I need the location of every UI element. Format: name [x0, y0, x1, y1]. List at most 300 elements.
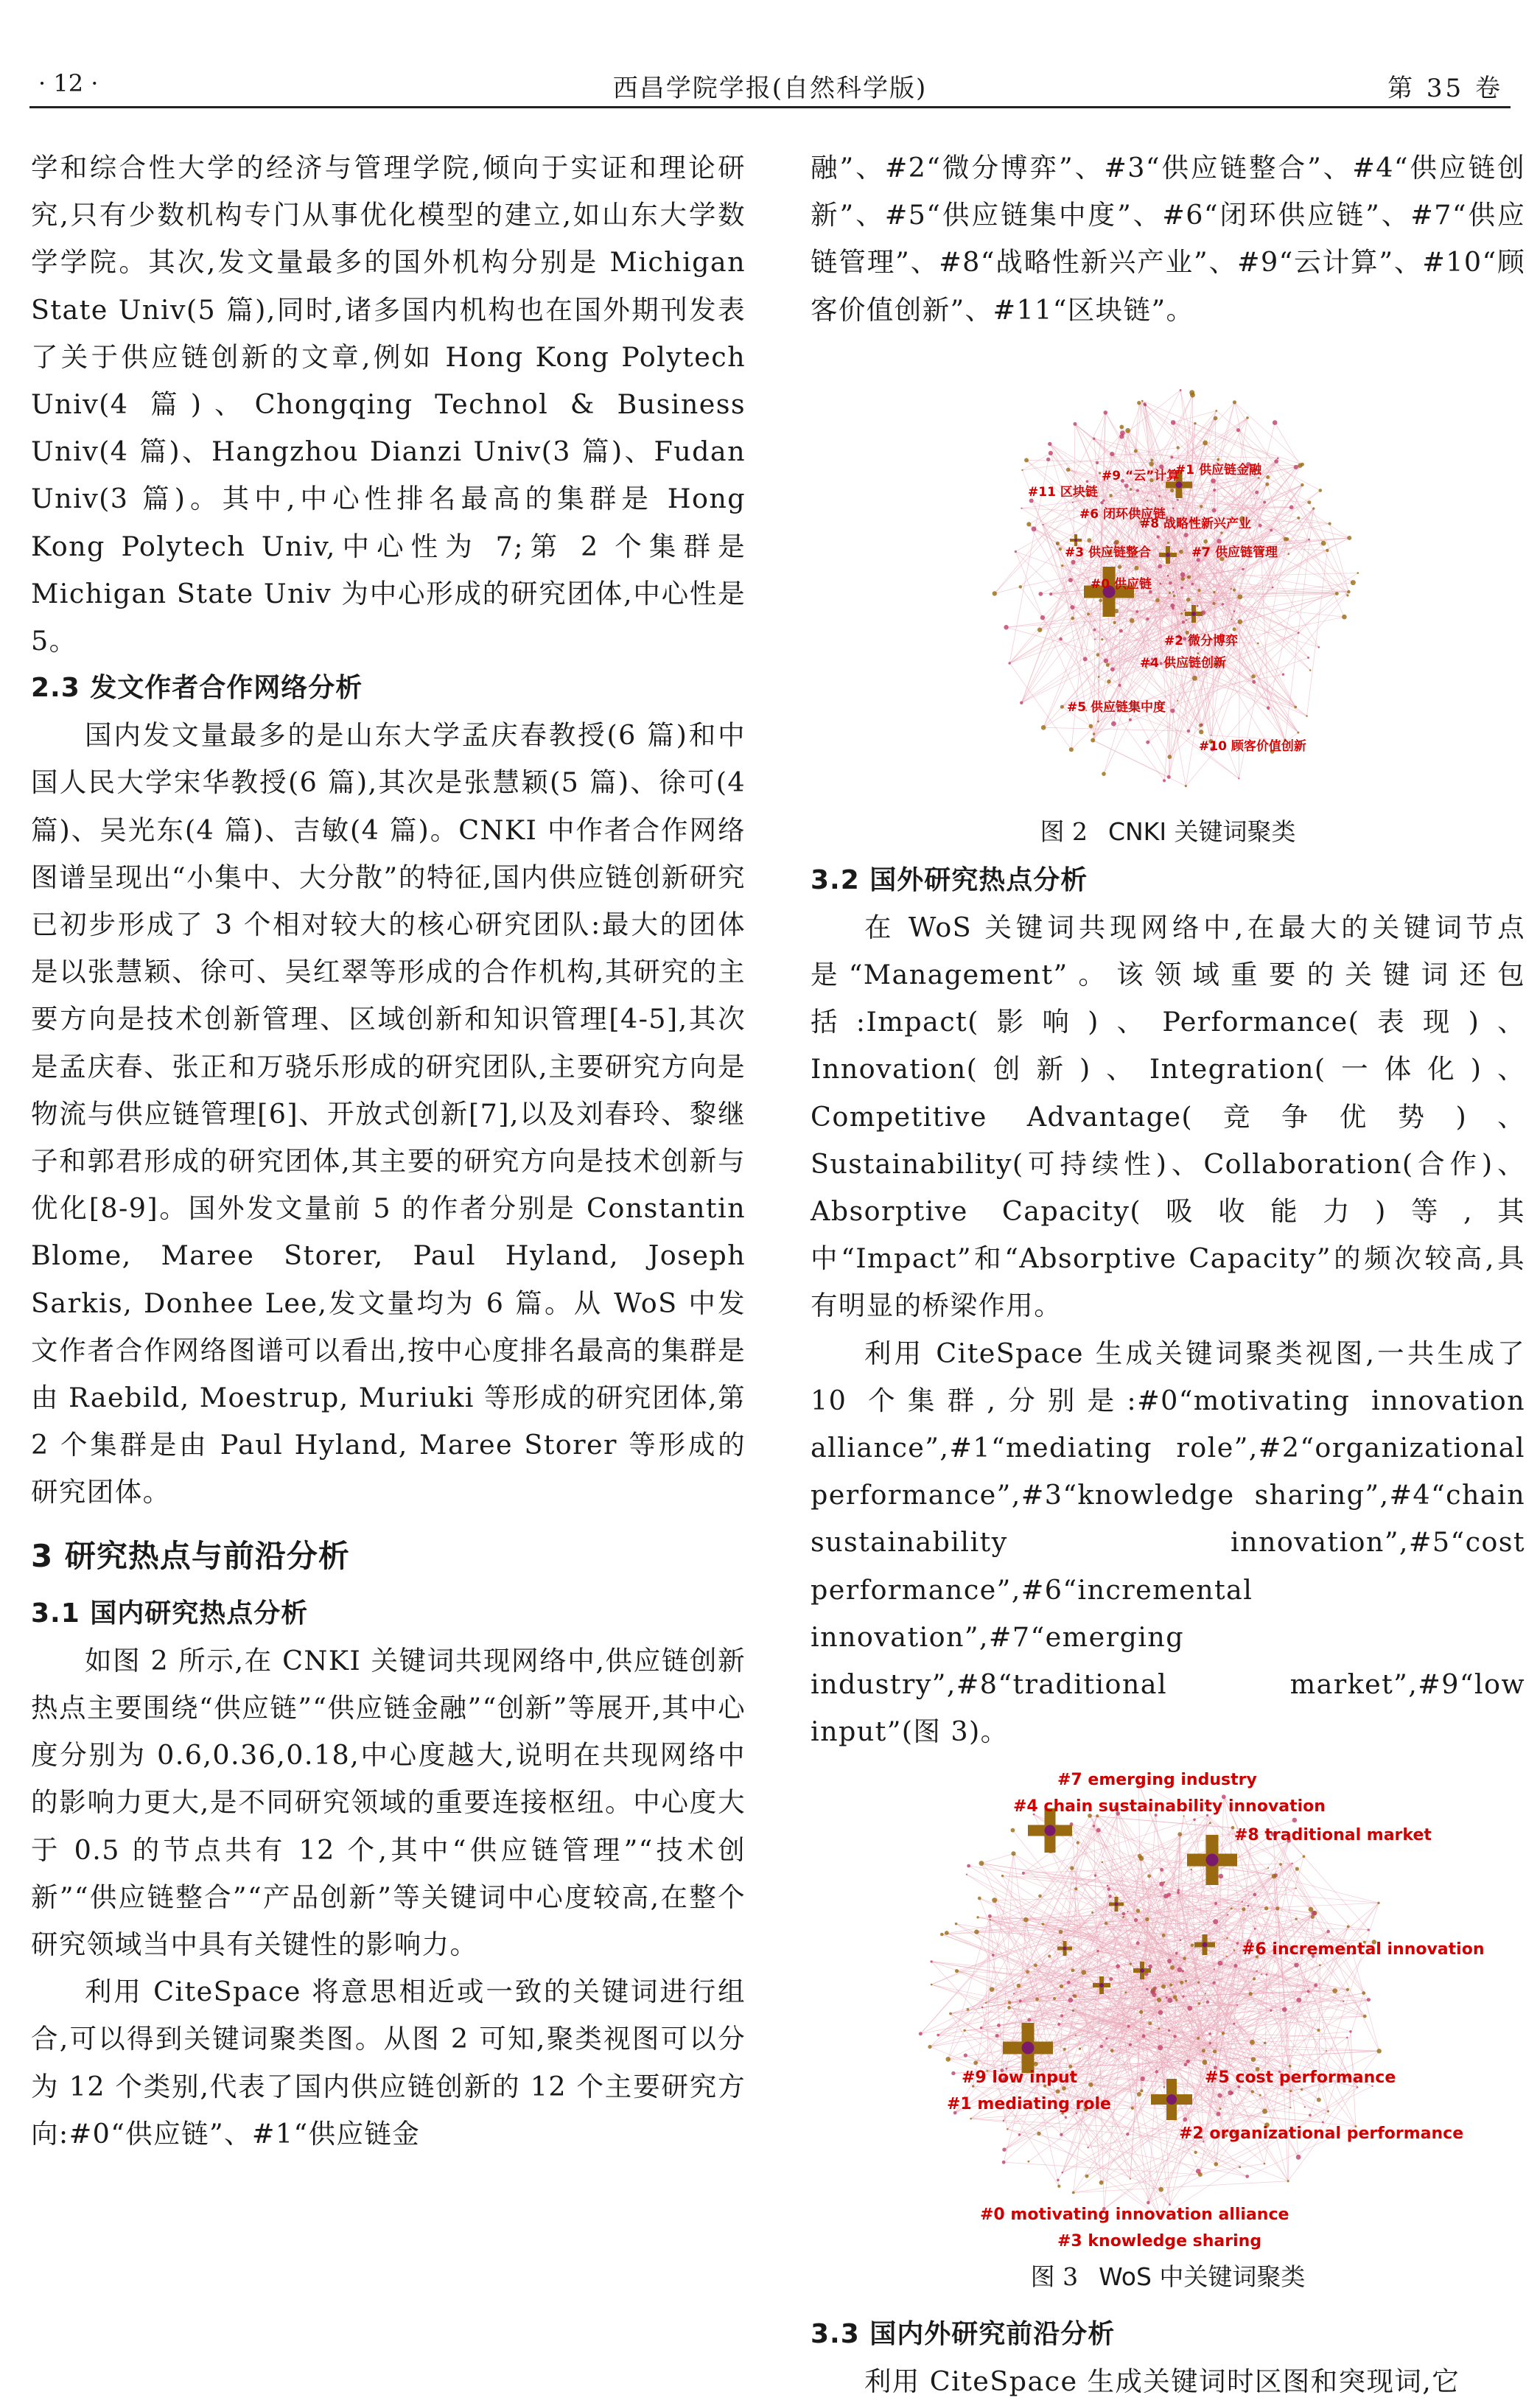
- paragraph: 国内发文量最多的是山东大学孟庆春教授(6 篇)和中国人民大学宋华教授(6 篇),其次是张慧颖(5 篇)、徐可(4 篇)、吴光东(4 篇)、吉敏(4 篇)。CNKI 中作者合作网络图谱呈现出“小集中、大分散”的特征,国内供应链创新研究已初步形成了 3 个相对较大的核心研究团队:最大的团体是以张慧颖、徐可、吴红翠等形成的合作机构,其研究的主要方向是技术创新管理、区域创新和知识管理[4-5],其次是孟庆春、张正和万骁乐形成的研究团队,主要研究方向是物流与供应链管理[6]、开放式创新[7],以及刘春玲、黎继子和郭君形成的研究团体,其主要的研究方向是技术创新与优化[8-9]。国外发文量前 5 的作者分别是 Constantin Blome, Maree Storer, Paul Hyland, Joseph Sarkis, Donhee Lee,发文量均为 6 篇。从 WoS 中发文作者合作网络图谱可以看出,按中心度排名最高的集群是由 Raebild, Moestrup, Muriuki 等形成的研究团体,第 2 个集群是由 Paul Hyland, Maree Storer 等形成的研究团体。: [31, 712, 746, 1516]
- network-node: [1070, 605, 1074, 609]
- network-node: [1264, 2042, 1267, 2045]
- network-node: [1263, 500, 1266, 503]
- network-node: [1265, 1974, 1267, 1976]
- network-node: [1024, 458, 1029, 462]
- journal-title: 西昌学院学报(自然科学版): [29, 68, 1511, 104]
- network-node: [1011, 1852, 1015, 1856]
- network-node: [1087, 612, 1090, 615]
- network-node: [1110, 2049, 1114, 2053]
- network-node: [1057, 2185, 1060, 2188]
- network-node: [1246, 416, 1249, 419]
- network-node: [1122, 1916, 1124, 1918]
- network-node: [1255, 490, 1259, 494]
- network-node: [1042, 1923, 1045, 1926]
- volume-number: 第 35 卷: [1387, 68, 1503, 104]
- network-node: [1146, 741, 1149, 744]
- network-node: [937, 2034, 939, 2037]
- network-node: [1197, 605, 1199, 607]
- network-node: [1147, 2201, 1150, 2205]
- network-node: [1096, 1950, 1099, 1952]
- network-node: [1191, 1944, 1194, 1948]
- network-node: [1147, 1875, 1151, 1878]
- network-node: [1131, 2107, 1134, 2110]
- network-node: [1233, 1950, 1236, 1952]
- network-node: [966, 1874, 967, 1875]
- paragraph: 在 WoS 关键词共现网络中,在最大的关键词节点是“Management”。该领域重要的关键词还包括:Impact(影响)、Performance(表现)、Innovation(创新)、Integration(一体化)、Competitive Advantage(竞争优势)、Sustainability(可持续性)、Collaboration(合作)、Absorptive Capacity(吸收能力)等,其中“Impact”和“Absorptive Capacity”的频次较高,具有明显的桥梁作用。: [811, 904, 1525, 1330]
- network-node: [1233, 610, 1236, 612]
- network-node: [1113, 621, 1116, 624]
- network-node: [1231, 588, 1232, 590]
- network-node: [1097, 721, 1099, 723]
- network-node: [1049, 592, 1052, 595]
- network-node: [1286, 537, 1289, 541]
- network-node: [1042, 524, 1043, 525]
- network-node: [1197, 2037, 1200, 2040]
- network-node: [1187, 576, 1189, 578]
- network-node: [1183, 2118, 1187, 2122]
- network-node: [1008, 2001, 1011, 2004]
- network-node: [1307, 500, 1311, 504]
- network-node: [1317, 2029, 1320, 2032]
- network-node: [1203, 2060, 1208, 2066]
- network-node: [989, 1919, 990, 1920]
- network-node: [1140, 2090, 1143, 2093]
- cluster-label: #10 顾客价值创新: [1199, 738, 1306, 754]
- network-node: [1272, 587, 1274, 589]
- network-node: [1017, 1984, 1021, 1988]
- network-link: [1120, 685, 1169, 777]
- network-node: [1233, 400, 1236, 404]
- network-node: [1249, 1992, 1253, 1996]
- network-node: [1215, 410, 1217, 412]
- network-node: [1251, 674, 1256, 679]
- network-node: [1321, 541, 1326, 546]
- network-node: [979, 1861, 984, 1867]
- network-node: [1311, 1915, 1315, 1919]
- network-node: [1253, 1978, 1256, 1981]
- network-node: [1032, 526, 1037, 531]
- network-node: [1027, 2161, 1029, 2163]
- network-node: [1060, 2133, 1063, 2136]
- network-node: [1130, 618, 1135, 623]
- network-node: [1020, 701, 1023, 704]
- network-node: [1199, 730, 1203, 734]
- network-node: [1226, 1956, 1228, 1957]
- network-node: [1259, 524, 1262, 528]
- network-node: [1026, 522, 1031, 526]
- network-node: [963, 2029, 965, 2032]
- network-node: [1206, 2001, 1209, 2004]
- network-node: [1242, 1908, 1245, 1912]
- network-node: [1213, 489, 1216, 492]
- network-link: [1273, 1835, 1311, 1910]
- network-node: [1326, 2051, 1327, 2052]
- network-node: [1301, 483, 1303, 486]
- network-node: [1138, 1854, 1142, 1858]
- network-node: [1167, 575, 1169, 577]
- right-column: [811, 144, 1525, 2406]
- network-node: [1209, 2042, 1211, 2044]
- network-node: [1150, 458, 1153, 461]
- network-node: [1297, 517, 1300, 520]
- network-node: [1180, 612, 1183, 615]
- network-node: [1008, 662, 1010, 664]
- network-node: [1326, 549, 1329, 552]
- network-node: [1094, 638, 1096, 640]
- network-node: [1134, 449, 1138, 452]
- network-node: [1247, 1905, 1250, 1907]
- network-node: [1072, 1995, 1074, 1997]
- network-node: [1007, 2007, 1011, 2010]
- network-node: [1038, 592, 1043, 596]
- network-node: [1057, 2179, 1060, 2182]
- network-node: [1186, 2060, 1190, 2063]
- network-node: [1187, 730, 1191, 733]
- figure-2: [947, 349, 1389, 805]
- network-node: [1011, 1828, 1015, 1833]
- network-node: [1100, 501, 1103, 504]
- network-node: [1063, 2048, 1066, 2051]
- network-node: [1307, 1990, 1310, 1993]
- network-node: [1239, 2167, 1241, 2169]
- network-node: [978, 1897, 981, 1900]
- network-node: [1145, 1917, 1149, 1921]
- network-node: [1118, 684, 1121, 687]
- network-node: [1104, 658, 1108, 662]
- network-link: [1138, 1783, 1140, 1856]
- network-node: [1129, 718, 1132, 721]
- network-node: [1289, 505, 1294, 509]
- network-node: [1267, 1867, 1269, 1869]
- network-node: [1191, 1869, 1192, 1870]
- network-node: [1167, 755, 1172, 759]
- figure-3: [881, 1764, 1455, 2251]
- keyword-hub: [1109, 1897, 1124, 1912]
- network-node: [1105, 1922, 1107, 1925]
- page-number: · 12 ·: [38, 69, 98, 97]
- network-node: [1130, 1963, 1132, 1965]
- cluster-label: #8 战略性新兴产业: [1140, 516, 1251, 531]
- network-node: [980, 2027, 982, 2029]
- network-node: [1071, 1969, 1074, 1973]
- network-link: [1004, 2163, 1200, 2175]
- network-node: [1034, 1964, 1037, 1968]
- network-node: [1126, 2133, 1129, 2136]
- network-node: [1158, 495, 1161, 497]
- network-link: [1274, 1877, 1298, 2158]
- network-node: [1270, 2010, 1272, 2012]
- network-link: [1330, 523, 1349, 591]
- network-node: [1061, 2172, 1063, 2174]
- network-node: [1035, 1998, 1039, 2001]
- network-node: [1177, 700, 1178, 702]
- figure-number: 图 3: [1031, 2262, 1079, 2291]
- network-node: [1238, 777, 1239, 779]
- network-link: [981, 1854, 1014, 1864]
- network-node: [1312, 507, 1315, 509]
- network-node: [1219, 2108, 1222, 2111]
- cluster-label: #0 motivating innovation alliance: [980, 2206, 1289, 2224]
- network-node: [1177, 499, 1179, 501]
- network-node: [1347, 590, 1351, 594]
- network-node: [1167, 775, 1171, 779]
- network-node: [1233, 627, 1236, 631]
- network-node: [1292, 1863, 1293, 1864]
- network-node: [1059, 1930, 1063, 1934]
- network-node: [1173, 594, 1176, 597]
- network-node: [1019, 2000, 1022, 2003]
- network-node: [1228, 2091, 1233, 2096]
- network-node: [1136, 1942, 1140, 1945]
- network-node: [1169, 581, 1172, 584]
- network-node: [1214, 416, 1218, 420]
- network-node: [919, 2032, 923, 2036]
- network-node: [1135, 610, 1138, 613]
- network-node: [1098, 676, 1100, 678]
- network-node: [1094, 1875, 1096, 1877]
- network-node: [1087, 538, 1091, 542]
- network-node: [1251, 2091, 1254, 2094]
- network-node: [1347, 1926, 1350, 1928]
- network-node: [1200, 505, 1203, 508]
- network-node: [1137, 401, 1141, 405]
- network-node: [1079, 2048, 1081, 2050]
- cluster-label: #2 微分博弈: [1164, 633, 1238, 648]
- network-node: [1279, 1864, 1282, 1867]
- network-node: [1101, 1861, 1103, 1864]
- paragraph: 利用 CiteSpace 生成关键词聚类视图,一共生成了 10 个集群,分别是:#0“motivating innovation alliance”,#1“mediating role”,#2“organizational performance”,#3“knowledge sharing”,#4“chain sustainability innovation”,#5“cost performance”,#6“incremental innovation”,#7“emerging industry”,#8“traditional market”,#9“low input”(图 3)。: [811, 1330, 1525, 1756]
- network-node: [1295, 1918, 1298, 1920]
- network-node: [1197, 589, 1200, 592]
- network-node: [1136, 489, 1139, 492]
- network-node: [1093, 732, 1095, 735]
- network-node: [1217, 458, 1219, 461]
- network-node: [1200, 723, 1203, 726]
- network-node: [1266, 475, 1270, 479]
- network-node: [1073, 422, 1077, 426]
- network-node: [1146, 618, 1149, 620]
- network-node: [1046, 458, 1050, 461]
- network-node: [1175, 1952, 1178, 1955]
- paragraph: 如图 2 所示,在 CNKI 关键词共现网络中,供应链创新热点主要围绕“供应链”“供应链金融”“创新”等展开,其中心度分别为 0.6,0.36,0.18,中心度越大,说明在共现网络中的影响力更大,是不同研究领域的重要连接枢纽。中心度大于 0.5 的节点共有 12 个,其中“供应链管理”“技术创新”“供应链整合”“产品创新”等关键词中心度较高,在整个研究领域当中具有关键性的影响力。: [31, 1637, 746, 1968]
- network-node: [1018, 2134, 1021, 2137]
- cluster-label: #6 incremental innovation: [1242, 1940, 1484, 1959]
- cluster-label: #9 low input: [962, 2068, 1078, 2087]
- network-node: [1015, 550, 1017, 553]
- network-node: [1208, 2033, 1211, 2036]
- network-node: [1242, 567, 1245, 570]
- network-node: [1306, 715, 1308, 717]
- network-link: [1142, 401, 1296, 467]
- network-node: [1294, 1963, 1298, 1968]
- network-node: [1157, 1998, 1161, 2002]
- network-node: [1257, 642, 1259, 644]
- network-node: [1287, 2181, 1289, 2183]
- network-node: [951, 2071, 955, 2075]
- network-node: [1217, 539, 1221, 543]
- network-node: [1259, 2094, 1261, 2096]
- network-node: [1163, 779, 1166, 782]
- network-node: [992, 1954, 995, 1957]
- network-node: [1027, 2018, 1031, 2022]
- network-node: [1172, 591, 1174, 592]
- network-node: [1231, 618, 1232, 620]
- network-node: [1167, 1893, 1171, 1897]
- network-node: [1150, 1990, 1155, 1994]
- network-node: [1086, 480, 1089, 483]
- network-node: [1296, 2155, 1301, 2160]
- network-node: [1139, 2010, 1143, 2014]
- figure-title: WoS 中关键词聚类: [1099, 2262, 1305, 2291]
- network-node: [1089, 724, 1093, 728]
- cluster-label: #1 mediating role: [947, 2095, 1111, 2113]
- network-node: [1167, 542, 1169, 544]
- network-node: [1172, 507, 1175, 509]
- network-node: [955, 1970, 959, 1973]
- network-node: [1212, 508, 1217, 512]
- network-node: [1048, 1955, 1051, 1958]
- network-node: [1001, 1875, 1004, 1877]
- network-node: [1349, 2031, 1351, 2033]
- network-node: [1155, 2071, 1158, 2074]
- network-node: [1072, 2010, 1074, 2012]
- network-node: [993, 591, 997, 595]
- network-node: [976, 1917, 979, 1919]
- network-node: [1181, 1970, 1183, 1973]
- wos-keyword-cluster-map: [881, 1764, 1455, 2251]
- network-node: [1158, 2010, 1163, 2015]
- network-node: [1170, 455, 1173, 458]
- network-node: [1209, 1822, 1211, 1825]
- network-node: [1096, 653, 1100, 657]
- network-node: [1222, 603, 1224, 605]
- network-node: [1226, 1937, 1228, 1940]
- network-node: [1072, 2192, 1075, 2195]
- network-node: [1273, 420, 1278, 425]
- network-node: [1040, 615, 1045, 620]
- network-node: [1060, 1984, 1063, 1988]
- network-node: [1158, 2187, 1163, 2192]
- figure-number: 图 2: [1040, 817, 1088, 846]
- network-node: [1107, 679, 1111, 684]
- network-node: [1184, 609, 1186, 612]
- network-node: [992, 1898, 997, 1903]
- network-node: [931, 1984, 933, 1986]
- network-node: [1272, 1874, 1276, 1878]
- network-node: [1111, 721, 1116, 727]
- network-node: [967, 2008, 970, 2011]
- network-node: [990, 1987, 995, 1993]
- network-node: [1202, 2049, 1205, 2053]
- network-node: [1167, 1998, 1172, 2003]
- network-node: [1160, 1868, 1163, 1872]
- network-node: [945, 1931, 949, 1936]
- network-node: [1169, 1984, 1172, 1987]
- network-node: [970, 2118, 972, 2120]
- network-node: [1329, 522, 1331, 525]
- network-node: [1236, 428, 1240, 432]
- network-node: [940, 1933, 944, 1937]
- network-node: [1233, 588, 1236, 591]
- network-node: [1158, 564, 1162, 568]
- network-node: [1091, 1912, 1093, 1914]
- network-node: [1127, 1911, 1128, 1912]
- network-node: [1217, 2112, 1221, 2116]
- network-node: [1264, 1906, 1268, 1910]
- network-node: [1149, 461, 1154, 466]
- network-node: [1099, 472, 1101, 474]
- network-node: [985, 2002, 987, 2004]
- network-node: [1061, 564, 1063, 567]
- network-node: [1119, 424, 1124, 429]
- network-node: [1180, 389, 1182, 391]
- network-node: [1070, 1867, 1074, 1870]
- network-node: [1252, 680, 1256, 684]
- network-node: [1169, 592, 1171, 594]
- network-node: [1066, 467, 1071, 472]
- network-node: [1071, 560, 1075, 564]
- network-node: [1311, 1911, 1316, 1916]
- network-node: [1003, 2120, 1004, 2122]
- network-node: [1193, 1819, 1196, 1822]
- network-node: [964, 2054, 967, 2057]
- network-node: [1242, 1901, 1243, 1903]
- network-node: [1332, 1989, 1337, 1994]
- network-node: [1267, 706, 1270, 710]
- network-node: [1296, 1998, 1301, 2003]
- network-node: [1220, 531, 1223, 534]
- network-node: [1160, 582, 1162, 584]
- network-node: [1261, 1974, 1262, 1976]
- network-node: [1013, 1993, 1015, 1995]
- network-node: [1256, 1970, 1258, 1972]
- network-node: [1171, 420, 1176, 425]
- network-node: [1002, 2161, 1006, 2164]
- network-node: [1377, 1902, 1379, 1904]
- network-node: [1368, 1929, 1370, 1931]
- network-node: [1127, 2025, 1130, 2028]
- keyword-hub: [1187, 1835, 1237, 1885]
- network-node: [1212, 602, 1215, 605]
- network-node: [1183, 1957, 1186, 1961]
- network-node: [1034, 2062, 1038, 2066]
- cluster-label: #6 闭环供应链: [1079, 506, 1166, 522]
- network-node: [1376, 2049, 1381, 2054]
- network-node: [1101, 638, 1103, 640]
- network-node: [1211, 735, 1212, 736]
- network-node: [1301, 2088, 1303, 2091]
- network-node: [1180, 1981, 1183, 1984]
- network-node: [1023, 1917, 1029, 1923]
- network-node: [995, 2035, 999, 2038]
- paragraph: 利用 CiteSpace 生成关键词时区图和突现词,它: [811, 2358, 1525, 2405]
- network-node: [1067, 1981, 1071, 1984]
- network-node: [1194, 2151, 1197, 2154]
- network-node: [1237, 594, 1242, 599]
- network-node: [1085, 2175, 1088, 2178]
- network-node: [1218, 1961, 1223, 1966]
- network-node: [945, 2057, 951, 2063]
- network-node: [1156, 535, 1159, 538]
- network-node: [1254, 1928, 1256, 1930]
- network-node: [974, 1930, 979, 1934]
- network-node: [1173, 2035, 1176, 2038]
- network-node: [1319, 489, 1323, 492]
- network-node: [1238, 619, 1243, 624]
- network-node: [1189, 390, 1194, 395]
- network-node: [1059, 637, 1063, 641]
- network-node: [1075, 2035, 1077, 2037]
